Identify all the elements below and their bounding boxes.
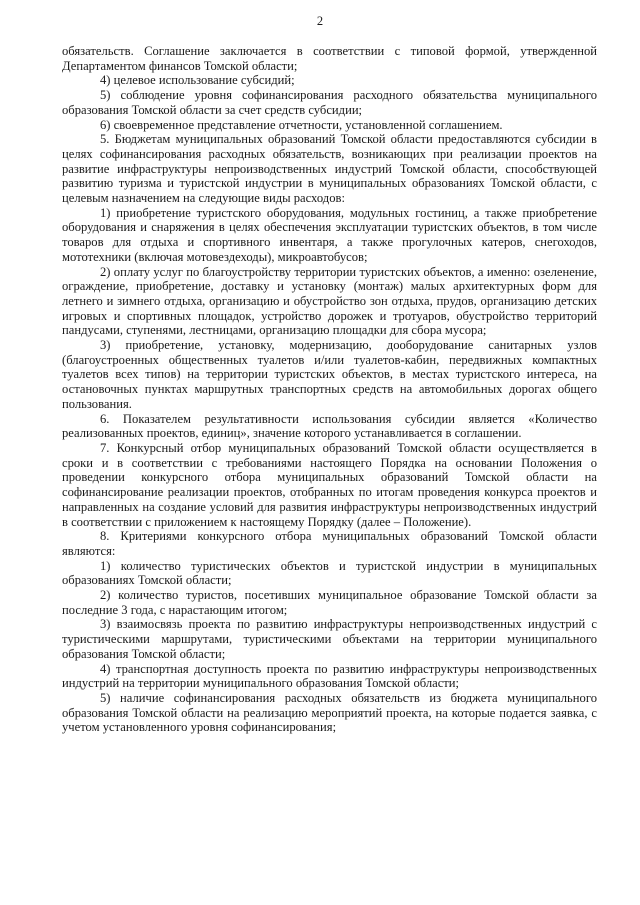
- paragraph-criterion-5-cofinancing: 5) наличие софинансирования расходных обязательств из бюджета муниципального образования Томской области на реализацию мероприятий проекта, на которые подается заявка, с учетом установленного уровня софинансирования;: [62, 690, 597, 735]
- paragraph-expense-1-equipment: 1) приобретение туристского оборудования, модульных гостиниц, а также приобретение оборудования и снаряжения в целях обеспечения эксплуатации туристских объектов, в том числе товаров для отдыха и спортивного инвентаря, а также прогулочных катеров, снегоходов, мототехники (включая мотовездеходы), микроавтобусов;: [62, 205, 597, 264]
- page-number: 2: [316, 14, 324, 28]
- paragraph-obligations-end: обязательств. Соглашение заключается в соответствии с типовой формой, утвержденной Департаментом финансов Томской области;: [62, 44, 597, 73]
- paragraph-item-4-targeted-use: 4) целевое использование субсидий;: [100, 73, 295, 88]
- paragraph-criterion-4-accessibility: 4) транспортная доступность проекта по развитию инфраструктуры непроизводственных индустрий на территории муниципального образования Томской области;: [62, 661, 597, 691]
- paragraph-expense-3-sanitary: 3) приобретение, установку, модернизацию, дооборудование санитарных узлов (благоустроенных общественных туалетов и/или туалетов-кабин, передвижных компактных туалетов всех типов) на территории туристских объектов, в местах туристского интереса, на остановочных пунктах маршрутных транспортных средств на автомобильных дорогах общего пользования.: [62, 338, 597, 411]
- paragraph-item-6-reporting: 6) своевременное представление отчетности, установленной соглашением.: [100, 117, 503, 132]
- paragraph-section-6-indicator: 6. Показателем результативности использования субсидии является «Количество реализованных проектов, единиц», значение которого устанавливается в соглашении.: [62, 411, 597, 441]
- paragraph-section-5-subsidies: 5. Бюджетам муниципальных образований Томской области предоставляются субсидии в целях софинансирования расходных обязательств, возникающих при реализации проектов на развитие инфраструктуры непроизводственных индустрий Томской области, способствующей развитию туризма и туристской индустрии в муниципальных образованиях Томской области, с целевым назначением на следующие виды расходов:: [62, 132, 597, 206]
- paragraph-item-5-cofinancing-level: 5) соблюдение уровня софинансирования расходного обязательства муниципального образования Томской области за счет средств субсидии;: [62, 88, 597, 117]
- paragraph-criterion-3-routes: 3) взаимосвязь проекта по развитию инфраструктуры непроизводственных индустрий с туристическими маршрутами, туристическими объектами на территории муниципального образования Томской области;: [62, 617, 597, 661]
- paragraph-expense-2-landscaping: 2) оплату услуг по благоустройству территории туристских объектов, а именно: озеленение, ограждение, приобретение, доставку и установку (монтаж) малых архитектурных форм для летнего и зимнего отдыха, организацию и обустройство зон отдыха, прудов, организацию детских игровых и спортивных площадок, устройство дорожек и тротуаров, обустройство территорий пандусами, ступенями, лестницами, организацию площадки для сбора мусора;: [62, 264, 597, 338]
- document-body: [62, 44, 597, 735]
- paragraph-section-7-selection: 7. Конкурсный отбор муниципальных образований Томской области осуществляется в сроки и в соответствии с требованиями настоящего Порядка на основании Положения о проведении конкурсного отбора муниципальных образований Томской области на софинансирование реализации проектов, отобранных по итогам проведения конкурса проектов и направленных на создание условий для развития инфраструктуры непроизводственных индустрий в соответствии с приложением к настоящему Порядку (далее – Положение).: [62, 440, 597, 529]
- paragraph-criterion-1-objects: 1) количество туристических объектов и туристской индустрии в муниципальных образованиях Томской области;: [62, 558, 597, 588]
- paragraph-criterion-2-tourists: 2) количество туристов, посетивших муниципальное образование Томской области за последние 3 года, с нарастающим итогом;: [62, 588, 597, 617]
- paragraph-section-8-criteria: 8. Критериями конкурсного отбора муниципальных образований Томской области являются:: [62, 529, 597, 558]
